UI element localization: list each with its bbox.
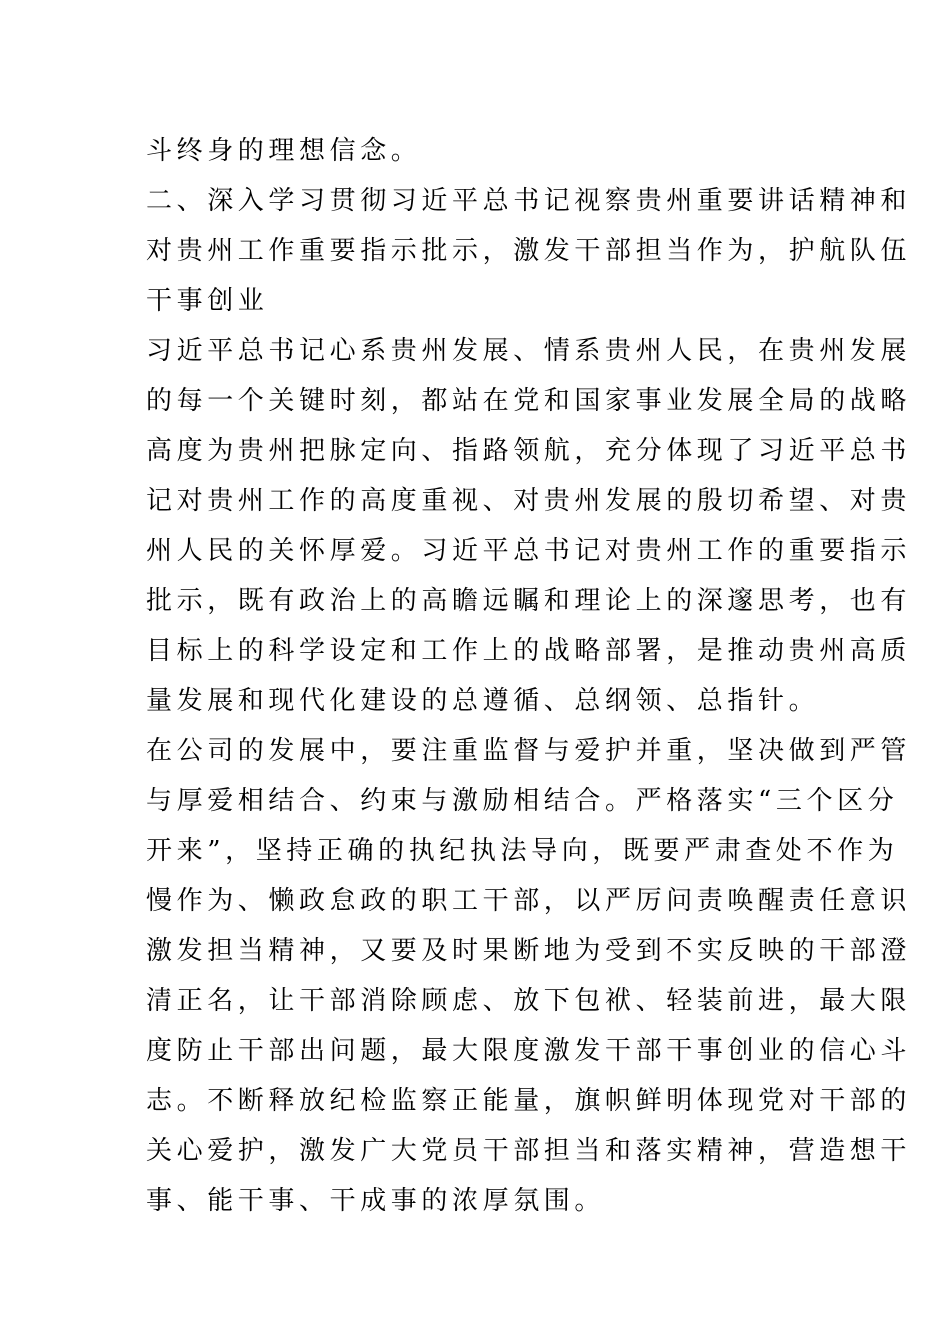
text-line: 习近平总书记心系贵州发展、情系贵州人民，在贵州发展 [146,336,912,366]
text-line: 目标上的科学设定和工作上的战略部署，是推动贵州高质 [146,636,912,666]
document-body [146,126,912,1226]
text-line: 激发担当精神，又要及时果断地为受到不实反映的干部澄 [146,936,912,966]
section-heading-line: 干事创业 [146,286,269,316]
text-line: 记对贵州工作的高度重视、对贵州发展的殷切希望、对贵 [146,486,912,516]
text-line: 度防止干部出问题，最大限度激发干部干事创业的信心斗 [146,1036,912,1066]
text-line: 与厚爱相结合、约束与激励相结合。严格落实“三个区分 [146,786,899,816]
text-line: 州人民的关怀厚爱。习近平总书记对贵州工作的重要指示 [146,536,912,566]
text-line: 慢作为、懒政怠政的职工干部，以严厉问责唤醒责任意识 [146,886,912,916]
text-line: 在公司的发展中，要注重监督与爱护并重，坚决做到严管 [146,736,912,766]
text-line: 关心爱护，激发广大党员干部担当和落实精神，营造想干 [146,1136,912,1166]
text-line: 事、能干事、干成事的浓厚氛围。 [146,1186,606,1216]
text-line: 斗终身的理想信念。 [146,136,422,166]
section-heading-line: 对贵州工作重要指示批示，激发干部担当作为，护航队伍 [146,236,912,266]
text-line: 量发展和现代化建设的总遵循、总纲领、总指针。 [146,686,820,716]
text-line: 开来”，坚持正确的执纪执法导向，既要严肃查处不作为 [146,836,899,866]
section-heading-line: 二、深入学习贯彻习近平总书记视察贵州重要讲话精神和 [146,186,912,216]
text-line: 高度为贵州把脉定向、指路领航，充分体现了习近平总书 [146,436,912,466]
text-line: 志。不断释放纪检监察正能量，旗帜鲜明体现党对干部的 [146,1086,912,1116]
text-line: 的每一个关键时刻，都站在党和国家事业发展全局的战略 [146,386,912,416]
text-line: 清正名，让干部消除顾虑、放下包袱、轻装前进，最大限 [146,986,912,1016]
text-line: 批示，既有政治上的高瞻远瞩和理论上的深邃思考，也有 [146,586,912,616]
